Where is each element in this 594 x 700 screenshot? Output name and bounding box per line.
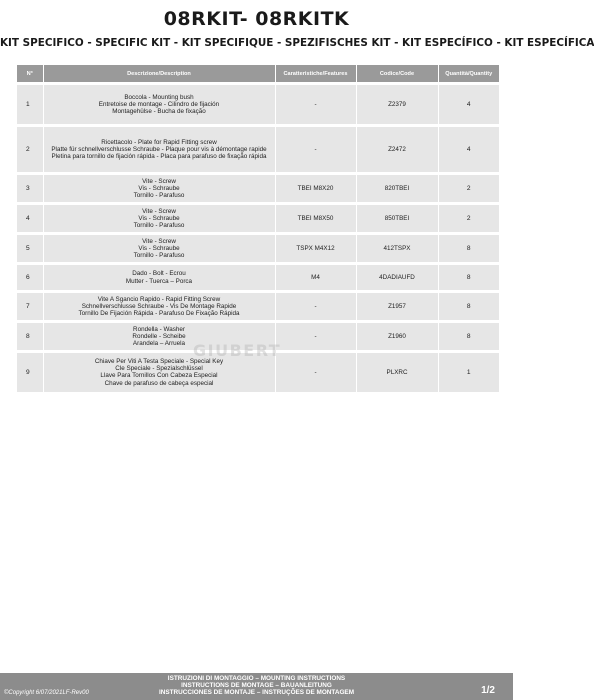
row-number: 7: [17, 292, 43, 322]
description-line: Vis - Schraube: [138, 184, 180, 192]
table-header-row: [17, 65, 499, 84]
row-features: TBEI M8X50: [275, 204, 356, 234]
table-row: [17, 84, 499, 126]
description-line: Arandela – Arruela: [132, 340, 186, 348]
row-code: 4DADIAUFD: [356, 264, 438, 292]
description-line: Boccola - Mounting bush: [124, 93, 194, 101]
footer-line: ISTRUZIONI DI MONTAGGIO – MOUNTING INSTRUCTIONS: [167, 675, 346, 682]
row-description: [43, 126, 275, 174]
table-row: [17, 292, 499, 322]
page-number: 1/2: [481, 685, 495, 696]
header-features: Caratteristiche/Features: [275, 65, 356, 84]
row-quantity: 4: [438, 126, 499, 174]
description-line: Ricettacolo - Plate for Rapid Fitting screw: [101, 138, 217, 146]
row-quantity: 8: [438, 264, 499, 292]
table-row: [17, 126, 499, 174]
description-line: Vite - Screw: [142, 207, 176, 215]
description-line: Tornillo - Parafuso: [133, 192, 185, 200]
description-line: Rondelle - Scheibe: [132, 332, 186, 340]
row-features: M4: [275, 264, 356, 292]
header-number: N°: [17, 65, 43, 84]
row-number: 5: [17, 234, 43, 264]
row-description: [43, 174, 275, 204]
row-code: Z1957: [356, 292, 438, 322]
row-features: TBEI M8X20: [275, 174, 356, 204]
row-number: 4: [17, 204, 43, 234]
row-code: Z2472: [356, 126, 438, 174]
row-quantity: 8: [438, 234, 499, 264]
row-number: 2: [17, 126, 43, 174]
footer-line: INSTRUCTIONS DE MONTAGE – BAUANLEITUNG: [181, 682, 332, 689]
brand-watermark: GIUBERT: [193, 341, 282, 360]
description-line: Montagehülse - Bucha de fixação: [112, 108, 206, 116]
row-description: [43, 292, 275, 322]
row-features: -: [275, 352, 356, 392]
row-features: -: [275, 322, 356, 352]
footer-line: INSTRUCCIONES DE MONTAJE – INSTRUÇÕES DE MONTAGEM: [158, 689, 355, 696]
description-line: Entretoise de montage - Cilindro de fijación: [98, 100, 220, 108]
description-line: Vis - Schraube: [138, 244, 180, 252]
description-line: Tornillo - Parafuso: [133, 252, 185, 260]
description-line: Llave Para Tornillos Con Cabeza Especial: [100, 372, 218, 380]
row-quantity: 4: [438, 84, 499, 126]
row-number: 1: [17, 84, 43, 126]
description-line: Cle Speciale - Spezialschlüssel: [115, 364, 203, 372]
row-features: -: [275, 84, 356, 126]
row-features: -: [275, 292, 356, 322]
row-number: 9: [17, 352, 43, 392]
copyright-text: ©Copyright 6/07/2021LF-Rev00: [4, 690, 89, 696]
row-quantity: 2: [438, 174, 499, 204]
row-code: 412TSPX: [356, 234, 438, 264]
row-code: Z1960: [356, 322, 438, 352]
document-title: 08RKIT- 08RKITK: [163, 8, 350, 30]
description-line: Dado - Bolt - Ecrou: [132, 270, 186, 278]
row-features: -: [275, 126, 356, 174]
description-line: Platte für schnellverschlusse Schraube - Plaque pour vis à démontage rapide: [51, 145, 267, 153]
description-line: Schnellverschlusse Schraube - Vis De Montage Rapide: [81, 302, 237, 310]
description-line: Mutter - Tuerca – Porca: [125, 277, 193, 285]
row-number: 3: [17, 174, 43, 204]
document-subtitle: KIT SPECIFICO - SPECIFIC KIT - KIT SPECIFIQUE - SPEZIFISCHES KIT - KIT ESPECÍFICO - KIT ESPECÍFICA: [0, 37, 594, 49]
row-features: TSPX M4X12: [275, 234, 356, 264]
row-description: [43, 204, 275, 234]
description-line: Chave de parafuso de cabeça especial: [104, 379, 214, 387]
table-row: [17, 264, 499, 292]
row-quantity: 1: [438, 352, 499, 392]
table-row: [17, 174, 499, 204]
header-quantity: Quantità/Quantity: [438, 65, 499, 84]
description-line: Vite A Sgancio Rapido - Rapid Fitting Screw: [97, 295, 221, 303]
description-line: Vite - Screw: [142, 177, 176, 185]
description-line: Vite - Screw: [142, 237, 176, 245]
row-description: [43, 234, 275, 264]
footer-bar: [0, 673, 513, 700]
description-line: Tornillo - Parafuso: [133, 222, 185, 230]
row-number: 6: [17, 264, 43, 292]
row-number: 8: [17, 322, 43, 352]
row-code: 820TBEI: [356, 174, 438, 204]
row-code: PLXRC: [356, 352, 438, 392]
row-description: [43, 84, 275, 126]
table-row: [17, 204, 499, 234]
description-line: Rondella - Washer: [133, 325, 185, 333]
row-quantity: 8: [438, 322, 499, 352]
header-code: Codice/Code: [356, 65, 438, 84]
description-line: Tornillo De Fijación Rápida - Parafuso De Fixação Rápida: [78, 310, 240, 318]
row-description: [43, 264, 275, 292]
description-line: Vis - Schraube: [138, 214, 180, 222]
header-description: Descrizione/Description: [43, 65, 275, 84]
description-line: Pletina para tornillo de fijación rápida - Placa para parafuso de fixação rápida: [51, 153, 267, 161]
row-code: 850TBEI: [356, 204, 438, 234]
description-line: Chiave Per Viti A Testa Speciale - Special Key: [94, 357, 224, 365]
row-quantity: 8: [438, 292, 499, 322]
table-row: [17, 234, 499, 264]
row-quantity: 2: [438, 204, 499, 234]
row-code: Z2379: [356, 84, 438, 126]
